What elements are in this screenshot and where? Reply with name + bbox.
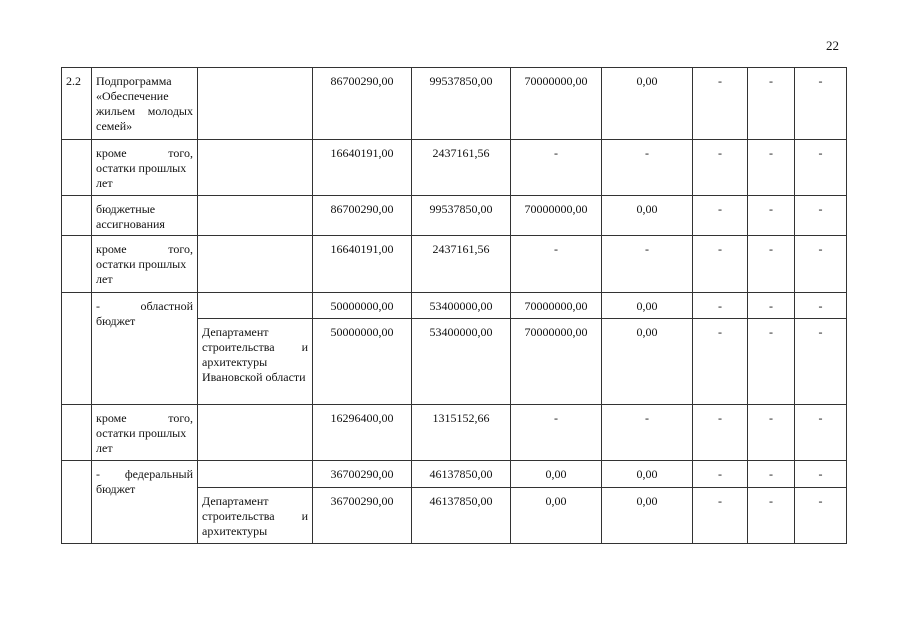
value-cell: -: [795, 405, 847, 461]
value-cell: 70000000,00: [511, 68, 602, 140]
value-cell: 16640191,00: [313, 140, 412, 196]
executor-rest: архитектуры: [202, 524, 268, 538]
value-cell: -: [795, 68, 847, 140]
value-cell: 2437161,56: [412, 236, 511, 293]
value-cell: 1315152,66: [412, 405, 511, 461]
executor-cell: [198, 461, 313, 488]
value-cell: -: [693, 461, 748, 488]
executor-line: Департамент строительства и: [202, 494, 308, 523]
value-cell: 0,00: [602, 293, 693, 319]
value-cell: -: [693, 293, 748, 319]
row-label-line: кроме того,: [96, 411, 193, 425]
executor-cell: [198, 196, 313, 236]
value-cell: -: [693, 488, 748, 544]
value-cell: -: [602, 236, 693, 293]
value-cell: -: [795, 488, 847, 544]
row-label-rest: остатки прошлых лет: [96, 161, 187, 190]
budget-table: [61, 67, 847, 544]
value-cell: -: [795, 293, 847, 319]
row-label-line: кроме того,: [96, 146, 193, 160]
table-row: [62, 461, 847, 488]
value-cell: -: [795, 236, 847, 293]
row-label-rest: бюджет: [96, 482, 136, 496]
value-cell: -: [693, 140, 748, 196]
value-cell: -: [693, 319, 748, 405]
row-label-line: кроме того,: [96, 242, 193, 256]
value-cell: -: [693, 68, 748, 140]
executor-line: Департамент строительства и: [202, 325, 308, 354]
table-row: [62, 236, 847, 293]
value-cell: -: [602, 405, 693, 461]
value-cell: -: [693, 236, 748, 293]
row-label-rest: остатки прошлых лет: [96, 426, 187, 455]
row-label: [92, 140, 198, 196]
table-row: [62, 196, 847, 236]
value-cell: 86700290,00: [313, 196, 412, 236]
value-cell: -: [795, 461, 847, 488]
value-cell: 0,00: [602, 68, 693, 140]
value-cell: 50000000,00: [313, 319, 412, 405]
value-cell: -: [693, 405, 748, 461]
value-cell: 46137850,00: [412, 488, 511, 544]
value-cell: -: [748, 461, 795, 488]
value-cell: 86700290,00: [313, 68, 412, 140]
value-cell: -: [511, 405, 602, 461]
row-number: [62, 461, 92, 544]
executor-rest: архитектуры Ивановской области: [202, 355, 306, 384]
row-label-rest: остатки прошлых лет: [96, 257, 187, 286]
table-row: [62, 68, 847, 140]
value-cell: -: [748, 488, 795, 544]
value-cell: -: [795, 319, 847, 405]
value-cell: -: [748, 196, 795, 236]
value-cell: -: [693, 196, 748, 236]
value-cell: 46137850,00: [412, 461, 511, 488]
executor-cell: [198, 236, 313, 293]
row-label: [92, 461, 198, 544]
value-cell: 0,00: [602, 461, 693, 488]
value-cell: -: [748, 140, 795, 196]
value-cell: 50000000,00: [313, 293, 412, 319]
row-label-rest: бюджет: [96, 314, 136, 328]
value-cell: -: [748, 236, 795, 293]
value-cell: -: [602, 140, 693, 196]
table-row: [62, 293, 847, 319]
value-cell: 0,00: [511, 461, 602, 488]
value-cell: 70000000,00: [511, 293, 602, 319]
value-cell: 70000000,00: [511, 319, 602, 405]
executor-cell: [198, 488, 313, 544]
value-cell: -: [748, 405, 795, 461]
value-cell: -: [748, 68, 795, 140]
row-label: [92, 236, 198, 293]
value-cell: 53400000,00: [412, 293, 511, 319]
row-number: [62, 293, 92, 405]
value-cell: 0,00: [511, 488, 602, 544]
value-cell: 0,00: [602, 196, 693, 236]
executor-cell: [198, 405, 313, 461]
value-cell: -: [748, 319, 795, 405]
value-cell: 99537850,00: [412, 196, 511, 236]
row-label-line: - федеральный: [96, 467, 193, 481]
executor-cell: [198, 319, 313, 405]
value-cell: 16640191,00: [313, 236, 412, 293]
executor-cell: [198, 293, 313, 319]
row-number: 2.2: [62, 68, 92, 140]
value-cell: 99537850,00: [412, 68, 511, 140]
value-cell: 53400000,00: [412, 319, 511, 405]
value-cell: -: [511, 236, 602, 293]
value-cell: 0,00: [602, 488, 693, 544]
value-cell: 16296400,00: [313, 405, 412, 461]
row-number: [62, 405, 92, 461]
value-cell: -: [795, 196, 847, 236]
program-name: Подпрограмма «Обеспечение жильем молодых семей»: [92, 68, 198, 140]
value-cell: 2437161,56: [412, 140, 511, 196]
row-label-line: - областной: [96, 299, 193, 313]
page-number: 22: [826, 38, 839, 53]
value-cell: 36700290,00: [313, 488, 412, 544]
value-cell: -: [511, 140, 602, 196]
row-number: [62, 196, 92, 236]
row-number: [62, 140, 92, 196]
executor-cell: [198, 140, 313, 196]
table-row: [62, 405, 847, 461]
row-label: [92, 405, 198, 461]
value-cell: -: [795, 140, 847, 196]
row-label: [92, 293, 198, 405]
value-cell: 0,00: [602, 319, 693, 405]
value-cell: 70000000,00: [511, 196, 602, 236]
value-cell: 36700290,00: [313, 461, 412, 488]
row-number: [62, 236, 92, 293]
value-cell: -: [748, 293, 795, 319]
row-label: бюджетные ассигнования: [92, 196, 198, 236]
executor-cell: [198, 68, 313, 140]
table-row: [62, 140, 847, 196]
